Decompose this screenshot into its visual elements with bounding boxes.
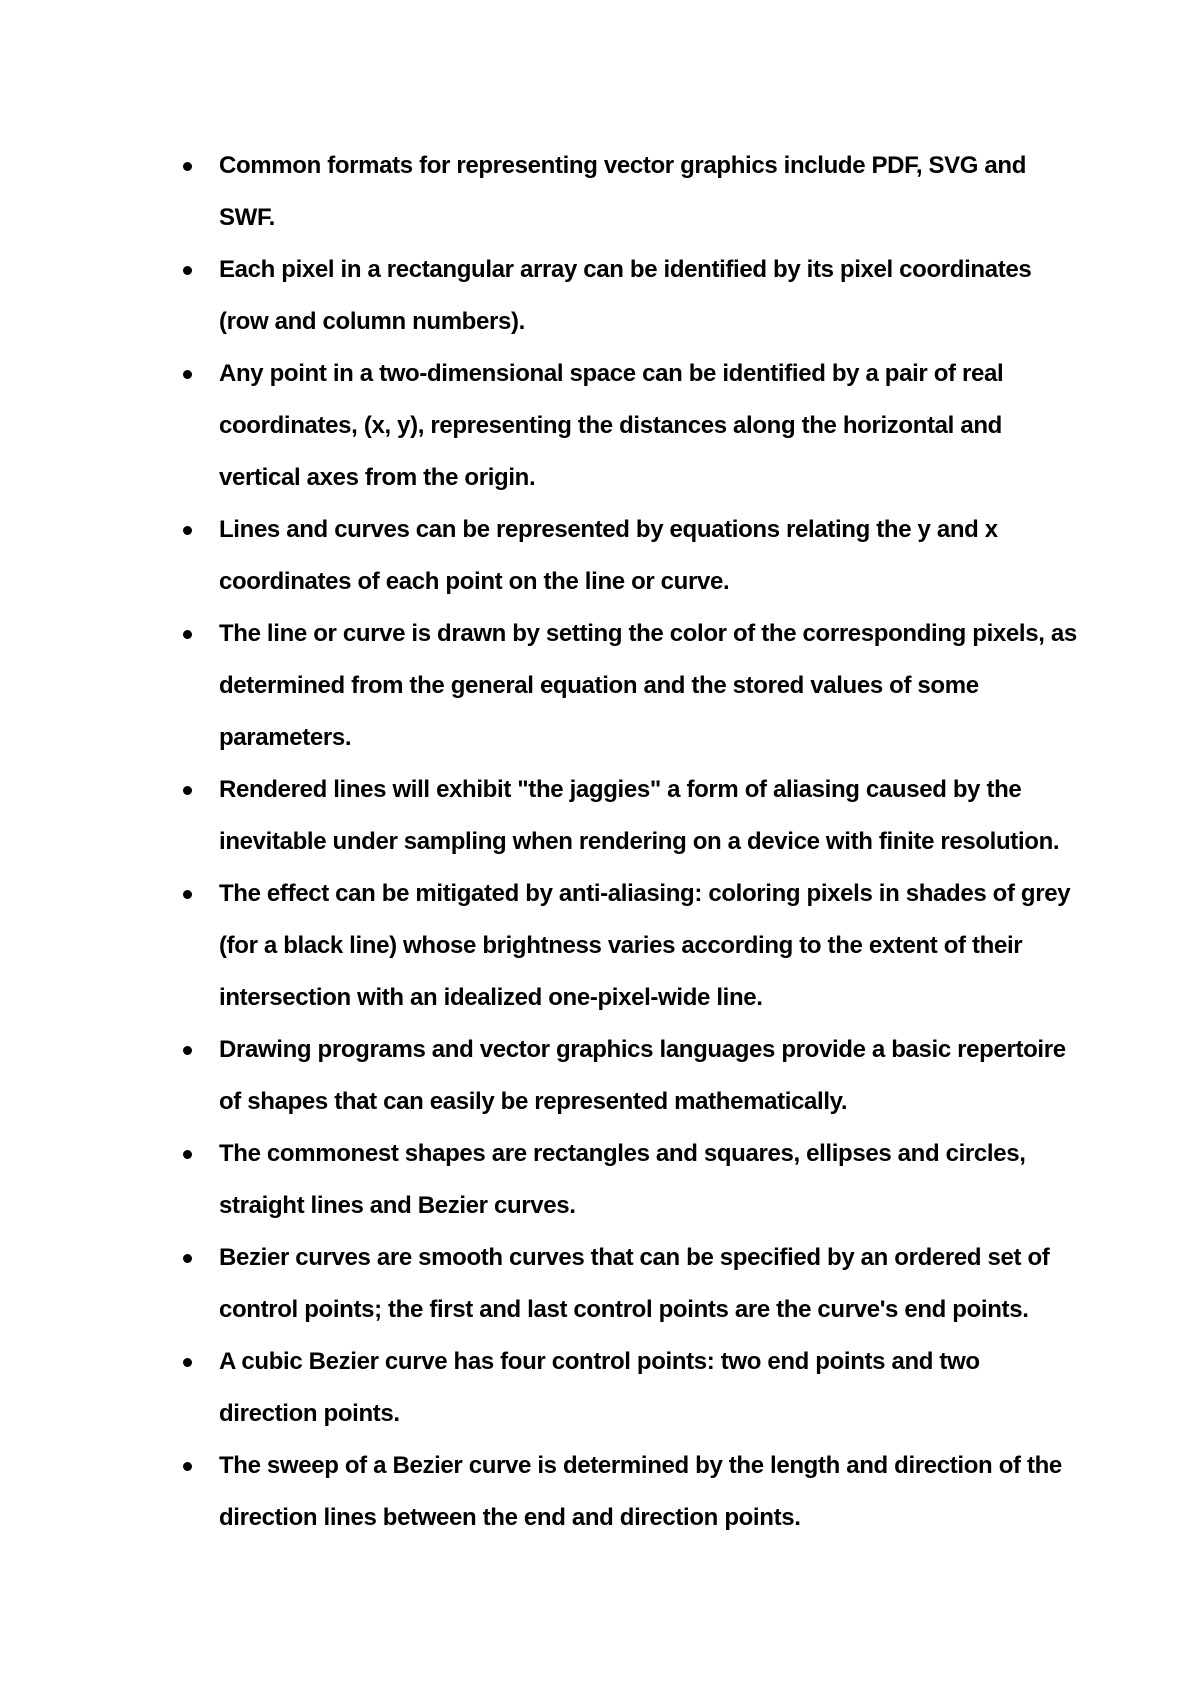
list-item [180, 608, 1080, 764]
list-item [180, 1024, 1080, 1128]
bullet-icon [183, 890, 192, 899]
list-item [180, 764, 1080, 868]
list-item [180, 1336, 1080, 1440]
list-item-text: Lines and curves can be represented by equations relating the y and x coordinates of each point on the line or curve. [219, 516, 998, 595]
list-item-text: Common formats for representing vector graphics include PDF, SVG and SWF. [219, 152, 1027, 231]
list-item [180, 348, 1080, 504]
list-item [180, 244, 1080, 348]
bullet-icon [183, 370, 192, 379]
list-item [180, 504, 1080, 608]
bullet-icon [183, 1046, 192, 1055]
list-item-text: A cubic Bezier curve has four control points: two end points and two direction points. [219, 1348, 980, 1427]
list-item [180, 140, 1080, 244]
bullet-icon [183, 1462, 192, 1471]
list-item-text: The effect can be mitigated by anti-aliasing: coloring pixels in shades of grey (for a black line) whose brightness varies according to the extent of their intersection with an idealized one-pixel-wide line. [219, 880, 1071, 1011]
bullet-icon [183, 1254, 192, 1263]
bullet-list [180, 140, 1080, 1544]
list-item-text: Rendered lines will exhibit "the jaggies" a form of aliasing caused by the inevitable under sampling when rendering on a device with finite resolution. [219, 776, 1060, 855]
bullet-icon [183, 630, 192, 639]
list-item-text: The sweep of a Bezier curve is determined by the length and direction of the direction lines between the end and direction points. [219, 1452, 1062, 1531]
bullet-icon [183, 266, 192, 275]
bullet-icon [183, 1150, 192, 1159]
list-item [180, 868, 1080, 1024]
list-item-text: Any point in a two-dimensional space can be identified by a pair of real coordinates, (x, y), representing the distances along the horizontal and vertical axes from the origin. [219, 360, 1004, 491]
list-item-text: Each pixel in a rectangular array can be identified by its pixel coordinates (row and column numbers). [219, 256, 1032, 335]
bullet-icon [183, 526, 192, 535]
bullet-icon [183, 786, 192, 795]
list-item-text: Drawing programs and vector graphics languages provide a basic repertoire of shapes that can easily be represented mathematically. [219, 1036, 1066, 1115]
list-item-text: The line or curve is drawn by setting the color of the corresponding pixels, as determined from the general equation and the stored values of some parameters. [219, 620, 1077, 751]
list-item [180, 1128, 1080, 1232]
bullet-icon [183, 1358, 192, 1367]
list-item-text: The commonest shapes are rectangles and squares, ellipses and circles, straight lines and Bezier curves. [219, 1140, 1026, 1219]
bullet-icon [183, 162, 192, 171]
list-item [180, 1232, 1080, 1336]
list-item [180, 1440, 1080, 1544]
list-item-text: Bezier curves are smooth curves that can be specified by an ordered set of control points; the first and last control points are the curve's end points. [219, 1244, 1050, 1323]
